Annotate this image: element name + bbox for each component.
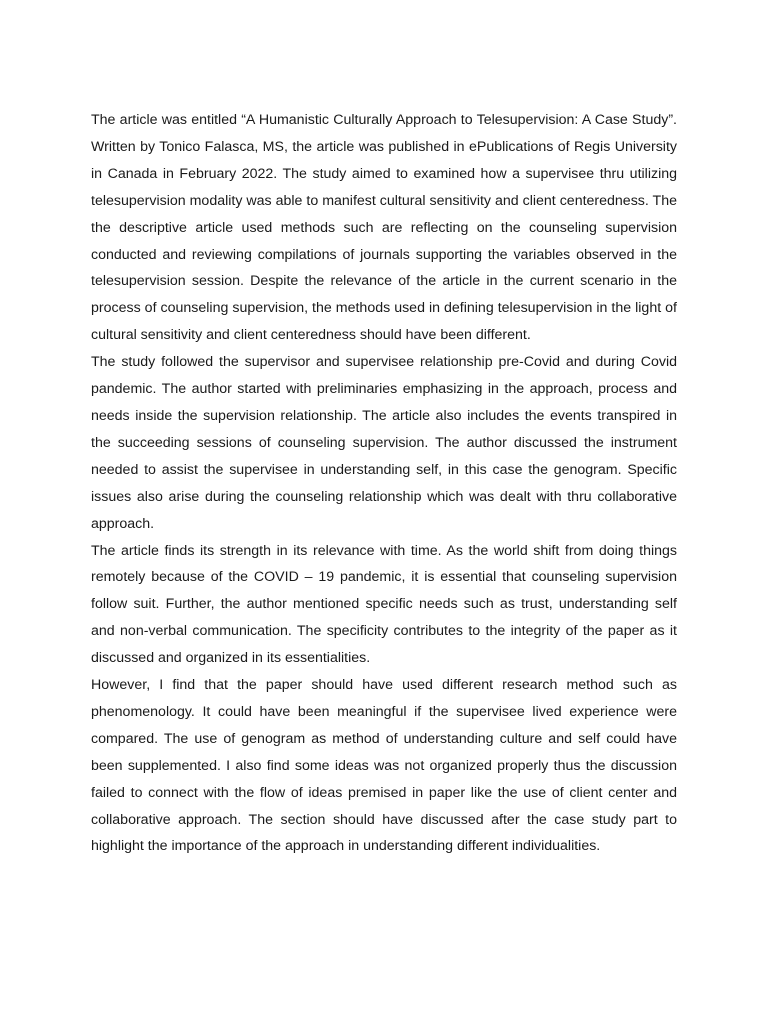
paragraph-article-summary: The article was entitled “A Humanistic Culturally Approach to Telesupervision: A Case Study”. Written by Tonico Falasca, MS, the article was published in ePublications of Regis University in Canada in February 2022. The study aimed to examined how a supervisee thru utilizing telesupervision modality was able to manifest cultural sensitivity and client centeredness. The the descriptive article used methods such are reflecting on the counseling supervision conducted and reviewing compilations of journals supporting the variables observed in the telesupervision session. Despite the relevance of the article in the current scenario in the process of counseling supervision, the methods used in defining telesupervision in the light of cultural sensitivity and client centeredness should have been different.: [91, 112, 677, 344]
paragraph-strengths: The article finds its strength in its relevance with time. As the world shift from doing things remotely because of the COVID – 19 pandemic, it is essential that counseling supervision follow suit. Further, the author mentioned specific needs such as trust, understanding self and non-verbal communication. The specificity contributes to the integrity of the paper as it discussed and organized in its essentialities.: [91, 542, 677, 667]
paragraph-study-description: The study followed the supervisor and supervisee relationship pre-Covid and during Covid pandemic. The author started with preliminaries emphasizing in the approach, process and needs inside the supervision relationship. The article also includes the events transpired in the succeeding sessions of counseling supervision. The author discussed the instrument needed to assist the supervisee in understanding self, in this case the genogram. Specific issues also arise during the counseling relationship which was dealt with thru collaborative approach.: [91, 354, 677, 532]
document-body: [91, 107, 677, 860]
paragraph-weaknesses: However, I find that the paper should have used different research method such as phenomenology. It could have been meaningful if the supervisee lived experience were compared. The use of genogram as method of understanding culture and self could have been supplemented. I also find some ideas was not organized properly thus the discussion failed to connect with the flow of ideas premised in paper like the use of client center and collaborative approach. The section should have discussed after the case study part to highlight the importance of the approach in understanding different individualities.: [91, 677, 677, 855]
